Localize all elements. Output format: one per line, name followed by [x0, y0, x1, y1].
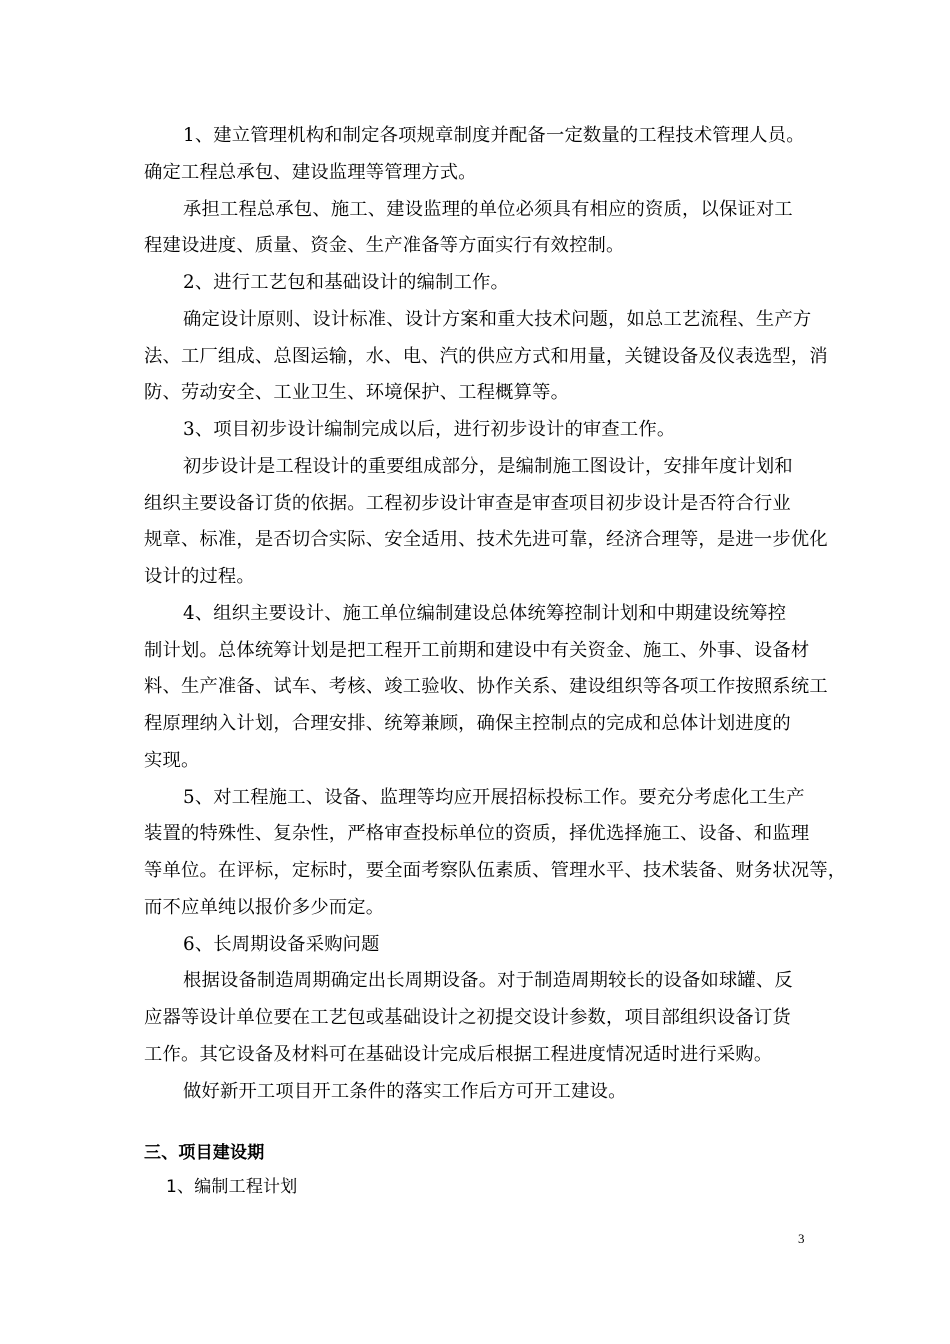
paragraph-line: 程建设进度、质量、资金、生产准备等方面实行有效控制。	[144, 235, 625, 256]
paragraph-line: 制计划。总体统筹计划是把工程开工前期和建设中有关资金、施工、外事、设备材	[144, 640, 810, 661]
paragraph-line: 装置的特殊性、复杂性，严格审查投标单位的资质，择优选择施工、设备、和监理	[144, 823, 810, 844]
paragraph-line: 1、建立管理机构和制定各项规章制度并配备一定数量的工程技术管理人员。	[183, 125, 805, 146]
paragraph-line: 根据设备制造周期确定出长周期设备。对于制造周期较长的设备如球罐、反	[183, 970, 793, 991]
paragraph-line: 组织主要设备订货的依据。工程初步设计审查是审查项目初步设计是否符合行业	[144, 493, 791, 514]
paragraph-line: 5、对工程施工、设备、监理等均应开展招标投标工作。要充分考虑化工生产	[183, 787, 805, 808]
paragraph-line: 而不应单纯以报价多少而定。	[144, 897, 385, 918]
paragraph-line: 确定设计原则、设计标准、设计方案和重大技术问题，如总工艺流程、生产方	[183, 309, 812, 330]
paragraph-line: 规章、标准，是否切合实际、安全适用、技术先进可靠，经济合理等，是进一步优化	[144, 529, 828, 550]
paragraph-line: 3、项目初步设计编制完成以后，进行初步设计的审查工作。	[183, 419, 676, 440]
paragraph-line: 2、进行工艺包和基础设计的编制工作。	[183, 272, 510, 293]
paragraph-line: 等单位。在评标，定标时，要全面考察队伍素质、管理水平、技术装备、财务状况等，	[144, 860, 847, 881]
paragraph-line: 做好新开工项目开工条件的落实工作后方可开工建设。	[183, 1081, 627, 1102]
paragraph-line: 承担工程总承包、施工、建设监理的单位必须具有相应的资质，以保证对工	[183, 199, 793, 220]
paragraph-line: 法、工厂组成、总图运输，水、电、汽的供应方式和用量，关键设备及仪表选型，消	[144, 346, 828, 367]
section-heading: 三、项目建设期	[144, 1143, 265, 1163]
paragraph-line: 程原理纳入计划，合理安排、统筹兼顾，确保主控制点的完成和总体计划进度的	[144, 713, 791, 734]
paragraph-line: 工作。其它设备及材料可在基础设计完成后根据工程进度情况适时进行采购。	[144, 1044, 773, 1065]
paragraph-line: 应器等设计单位要在工艺包或基础设计之初提交设计参数，项目部组织设备订货	[144, 1007, 791, 1028]
paragraph-line: 实现。	[144, 750, 200, 771]
paragraph-line: 设计的过程。	[144, 566, 255, 587]
sub-heading: 1、编制工程计划	[166, 1177, 298, 1197]
page-number: 3	[798, 1231, 805, 1246]
paragraph-line: 初步设计是工程设计的重要组成部分，是编制施工图设计，安排年度计划和	[183, 456, 793, 477]
paragraph-line: 料、生产准备、试车、考核、竣工验收、协作关系、建设组织等各项工作按照系统工	[144, 676, 828, 697]
paragraph-line: 防、劳动安全、工业卫生、环境保护、工程概算等。	[144, 382, 570, 403]
paragraph-line: 确定工程总承包、建设监理等管理方式。	[144, 162, 477, 183]
paragraph-line: 6、长周期设备采购问题	[183, 934, 380, 955]
paragraph-line: 4、组织主要设计、施工单位编制建设总体统筹控制计划和中期建设统筹控	[183, 603, 787, 624]
